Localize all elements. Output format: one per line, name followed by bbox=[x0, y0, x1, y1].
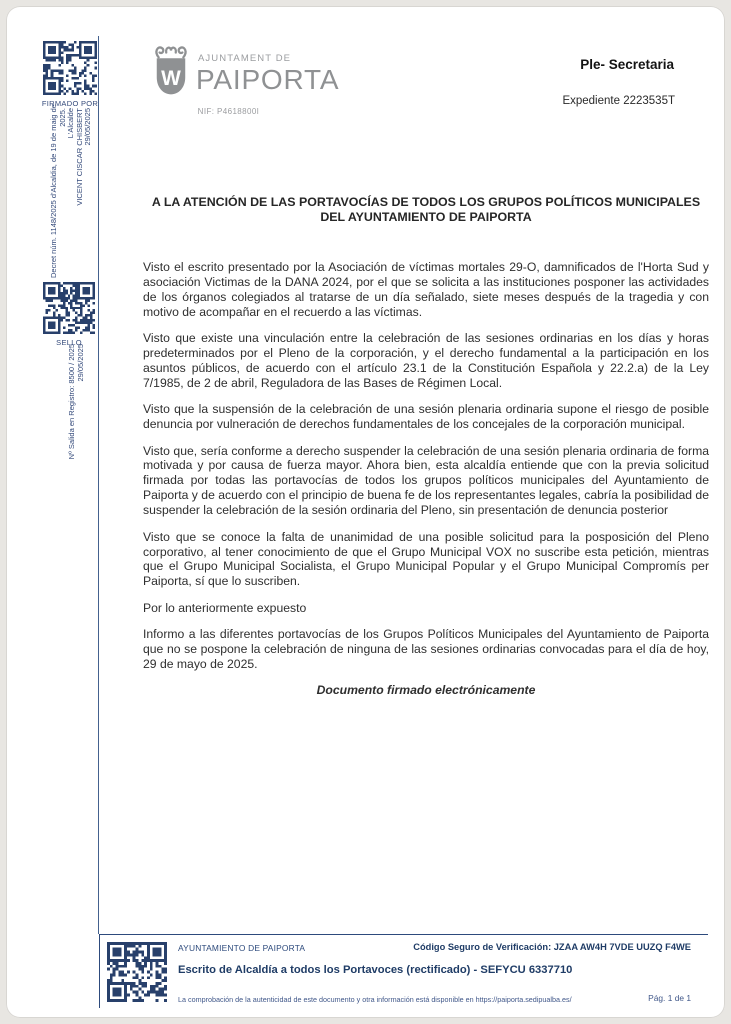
footer-rule bbox=[99, 934, 708, 935]
margin-rule bbox=[98, 36, 99, 934]
paragraph-3: Visto que la suspensión de la celebración de una sesión plenaria ordinaria supone el riesgo de posible denuncia por vulneración de derechos fundamentales de los concejales de la corporación municipal. bbox=[143, 402, 709, 432]
nif-label: NIF: P4618800I bbox=[197, 107, 260, 116]
registry-stamp-line: 29/05/2025 bbox=[75, 344, 85, 382]
decree-stamp-line: 2025. bbox=[57, 108, 67, 127]
signature-note: Documento firmado electrónicamente bbox=[316, 683, 536, 698]
org-name-small: AJUNTAMENT DE bbox=[198, 53, 292, 64]
expediente-number: Expediente 2223535T bbox=[562, 95, 675, 107]
verification-code: Código Seguro de Verificación: JZAA AW4H 7VDE UUZQ F4WE bbox=[413, 942, 691, 952]
registry-stamp-text bbox=[68, 344, 85, 464]
paragraph-4: Visto que, sería conforme a derecho suspender la celebración de una sesión plenaria ordinaria de forma motivada y por causa de fuerza mayor. Ahora bien, esta alcaldía entiende que con la previa solicitud firmada por todas las portavocías de todos los grupos políticos municipales del Ayuntamiento de Paiporta y de acuerdo con el principio de buena fe de los representantes legales, cabría la posibilidad de suspender la celebración de la sesión ordinaria del Pleno, sin presentación de denuncia posterior bbox=[143, 443, 709, 518]
document-page bbox=[6, 6, 725, 1018]
letter-title: A LA ATENCIÓN DE LAS PORTAVOCÍAS DE TODOS LOS GRUPOS POLÍTICOS MUNICIPALES DEL AYUNTAMIENTO DE PAIPORTA bbox=[151, 195, 701, 225]
footer-qr-code bbox=[107, 942, 167, 1002]
org-name-large: PAIPORTA bbox=[196, 64, 340, 95]
page-number: Pág. 1 de 1 bbox=[648, 993, 691, 1003]
decree-stamp-line: 29/05/2025 bbox=[83, 108, 93, 146]
decree-stamp-line: Decret núm. 1148/2025 d'Alcaldia, de 19 de maig de bbox=[49, 104, 58, 278]
paragraph-7: Informo a las diferentes portavocías de los Grupos Políticos Municipales del Ayuntamiento de Paiporta que no se pospone la celebración de ninguna de las sesiones ordinarias convocadas para el día de hoy, 29 de mayo de 2025. bbox=[143, 627, 709, 671]
crest-monogram: W bbox=[161, 66, 181, 90]
decree-stamp-line: VICENT CISCAR CHISBERT bbox=[74, 108, 84, 206]
registry-stamp-line: Nº Salida en Registro: 8500 / 2025 bbox=[67, 344, 76, 460]
paragraph-2: Visto que existe una vinculación entre la celebración de las sesiones ordinarias en los días y horas predeterminados por el Pleno de la corporación, y el derecho fundamental a la participación en los asuntos públicos, de acuerdo con el artículo 23.1 de la Constitución Española y 22.2.a) de la Ley 7/1985, de 2 de abril, Reguladora de las Bases de Régimen Local. bbox=[143, 331, 709, 390]
paragraph-6: Por lo anteriormente expuesto bbox=[143, 600, 307, 615]
letter-body bbox=[143, 260, 709, 710]
paragraph-1: Visto el escrito presentado por la Asociación de víctimas mortales 29-O, damnificados de l'Horta Sud y asociación Victimas de la DANA 2024, por el que se solicita a las instituciones posponer las actividades de los órganos colegiados al tratarse de un día señalado, siete meses después de la tragedia y con motivo de acompañar en el recuerdo a las víctimas. bbox=[143, 260, 709, 319]
decree-stamp-line: L'Alcalde bbox=[66, 108, 76, 139]
sello-qr-code bbox=[43, 282, 95, 334]
sello-label: SELLO bbox=[56, 338, 82, 347]
footer-left-rule bbox=[99, 934, 100, 1008]
firmado-por-label: FIRMADO POR bbox=[41, 99, 99, 108]
signed-qr-code bbox=[43, 41, 97, 95]
authenticity-note: La comprobación de la autenticidad de este documento y otra información está disponible en https://paiporta.sedipualba.es/ bbox=[178, 995, 572, 1004]
footer-document-title: Escrito de Alcaldía a todos los Portavoces (rectificado) - SEFYCU 6337710 bbox=[178, 964, 573, 976]
decree-stamp-text bbox=[49, 104, 93, 278]
footer-org-name: AYUNTAMIENTO DE PAIPORTA bbox=[178, 943, 306, 953]
department-title: Ple- Secretaria bbox=[580, 57, 674, 72]
paragraph-5: Visto que se conoce la falta de unanimidad de una posible solicitud para la posposición del Pleno corporativo, al tener conocimiento de que el Grupo Municipal VOX no suscribe esta petición, mientras que el Grupo Municipal Socialista, el Grupo Municipal Popular y el Grupo Municipal Compromís per Paiporta, sí que lo suscriben. bbox=[143, 529, 709, 589]
paiporta-crest-icon bbox=[152, 44, 190, 102]
